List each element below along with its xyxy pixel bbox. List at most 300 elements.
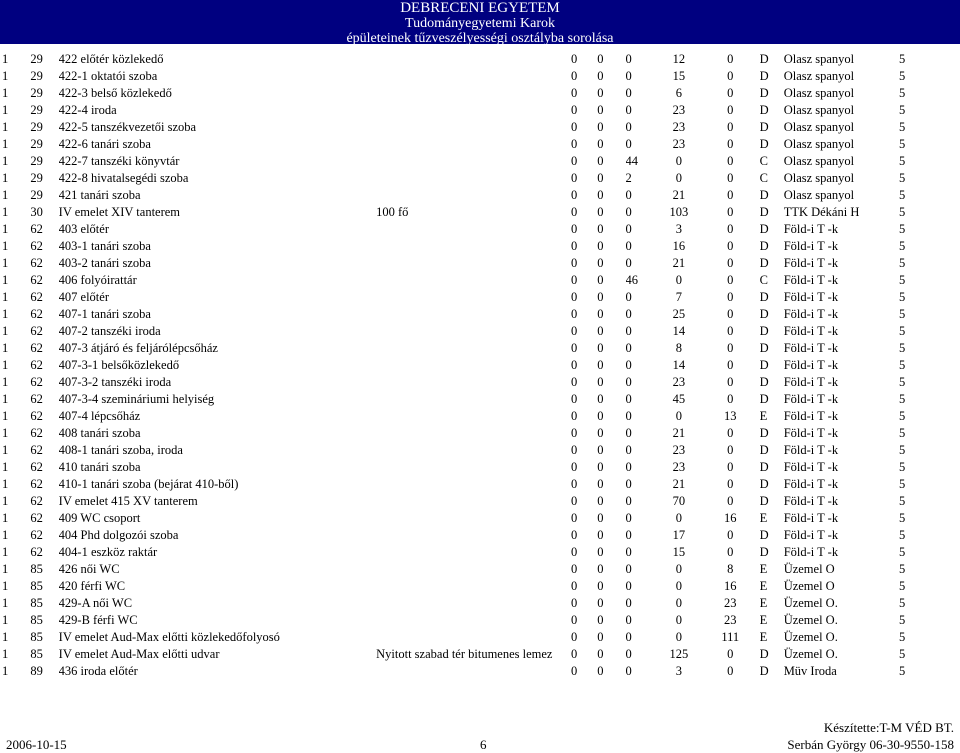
table-cell: 422-5 tanszékvezetői szoba [58, 120, 197, 134]
table-cell: 1 [2, 664, 9, 678]
table-cell: 407-3-4 szemináriumi helyiség [58, 392, 215, 406]
table-cell [376, 51, 571, 68]
table-cell [376, 68, 571, 85]
table-cell: Föld-i T -k [783, 545, 839, 559]
table-cell: 0 [571, 426, 578, 440]
table-cell: 408 tanári szoba [58, 426, 141, 440]
table-cell [376, 527, 571, 544]
table-cell: 5 [898, 545, 906, 559]
table-cell: 62 [30, 307, 43, 321]
table-cell: Föld-i T -k [783, 528, 839, 542]
table-cell: D [759, 341, 769, 355]
table-cell: D [759, 222, 769, 236]
table-cell: C [759, 154, 768, 168]
table-cell: 0 [571, 239, 578, 253]
table-cell: 1 [2, 324, 9, 338]
table-cell: 29 [30, 137, 43, 151]
table-cell: 8 [675, 341, 683, 355]
table-cell: Olasz spanyol [783, 154, 855, 168]
table-cell: 0 [675, 596, 683, 610]
table-row [0, 527, 920, 544]
table-cell: 0 [625, 222, 632, 236]
table-cell: Föld-i T -k [783, 460, 839, 474]
table-cell: 0 [625, 409, 632, 423]
table-cell [376, 323, 571, 340]
table-cell: 0 [597, 188, 604, 202]
table-cell: 0 [727, 205, 734, 219]
table-cell: 0 [625, 324, 632, 338]
table-cell: D [759, 103, 769, 117]
table-cell: 15 [672, 69, 686, 83]
table-cell: 0 [597, 222, 604, 236]
table-cell [376, 544, 571, 561]
table-cell: 0 [727, 664, 734, 678]
table-cell: 0 [571, 545, 578, 559]
table-cell: D [759, 86, 769, 100]
table-cell: 0 [597, 171, 604, 185]
document-header [0, 0, 960, 44]
table-row [0, 289, 920, 306]
table-cell: 403-2 tanári szoba [58, 256, 151, 270]
table-cell: 410-1 tanári szoba (bejárat 410-ből) [58, 477, 239, 491]
table-cell: 0 [597, 511, 604, 525]
table-cell: 7 [675, 290, 683, 304]
table-cell: 5 [898, 137, 906, 151]
table-cell: 5 [898, 375, 906, 389]
table-row [0, 204, 920, 221]
table-cell: E [759, 409, 768, 423]
table-row [0, 255, 920, 272]
table-cell: 0 [571, 579, 578, 593]
table-cell: 0 [597, 443, 604, 457]
table-cell: E [759, 596, 768, 610]
table-cell [376, 153, 571, 170]
table-cell: 1 [2, 392, 9, 406]
table-cell: 89 [30, 664, 43, 678]
table-cell: 62 [30, 528, 43, 542]
table-cell: 0 [597, 103, 604, 117]
table-cell [376, 221, 571, 238]
table-cell: Olasz spanyol [783, 120, 855, 134]
table-cell: Föld-i T -k [783, 341, 839, 355]
table-cell: 0 [727, 358, 734, 372]
table-cell [376, 357, 571, 374]
table-cell: 0 [727, 290, 734, 304]
table-cell: 5 [898, 154, 906, 168]
table-cell: 0 [571, 443, 578, 457]
table-cell: 44 [625, 154, 638, 168]
table-cell: 0 [597, 409, 604, 423]
table-cell: 403 előtér [58, 222, 109, 236]
table-cell: 0 [675, 579, 683, 593]
table-cell [376, 459, 571, 476]
table-cell: 2 [625, 171, 632, 185]
table-row [0, 323, 920, 340]
table-cell: 0 [675, 613, 683, 627]
table-cell: 5 [898, 392, 906, 406]
table-cell: TTK Dékáni H [783, 205, 860, 219]
table-cell: 0 [571, 477, 578, 491]
table-cell: 1 [2, 613, 9, 627]
table-cell: D [759, 358, 769, 372]
table-cell: 5 [898, 630, 906, 644]
table-cell [376, 255, 571, 272]
table-cell: 16 [672, 239, 686, 253]
table-cell: IV emelet XIV tanterem [58, 205, 181, 219]
table-cell: 0 [625, 137, 632, 151]
table-cell: D [759, 494, 769, 508]
table-cell: 0 [597, 477, 604, 491]
table-row [0, 476, 920, 493]
table-cell: 404 Phd dolgozói szoba [58, 528, 179, 542]
table-cell: 0 [625, 69, 632, 83]
table-row [0, 170, 920, 187]
table-cell [376, 170, 571, 187]
table-cell: 1 [2, 358, 9, 372]
table-cell: 0 [597, 613, 604, 627]
table-cell: D [759, 375, 769, 389]
table-cell: 407-3 átjáró és feljárólépcsőház [58, 341, 218, 355]
table-cell [376, 187, 571, 204]
table-cell: 23 [724, 596, 737, 610]
table-cell: 62 [30, 443, 43, 457]
table-cell: 0 [625, 120, 632, 134]
table-cell: 16 [724, 511, 737, 525]
table-cell: 0 [571, 630, 578, 644]
table-cell: 0 [571, 392, 578, 406]
table-cell: 406 folyóirattár [58, 273, 137, 287]
table-cell: 0 [597, 137, 604, 151]
table-cell: 5 [898, 307, 906, 321]
table-cell: Föld-i T -k [783, 375, 839, 389]
table-cell: 0 [727, 154, 734, 168]
table-cell: 0 [597, 239, 604, 253]
table-cell: 62 [30, 256, 43, 270]
table-cell: E [759, 511, 768, 525]
table-cell: 0 [571, 358, 578, 372]
table-cell: 1 [2, 69, 9, 83]
table-cell: 0 [727, 443, 734, 457]
table-cell: 1 [2, 120, 9, 134]
table-cell: D [759, 443, 769, 457]
table-cell: 409 WC csoport [58, 511, 141, 525]
table-cell: 5 [898, 511, 906, 525]
table-cell: 426 női WC [58, 562, 120, 576]
table-cell: 0 [625, 477, 632, 491]
table-cell: D [759, 647, 769, 661]
table-cell: 0 [571, 137, 578, 151]
table-cell: 0 [727, 52, 734, 66]
table-cell: 0 [625, 545, 632, 559]
table-row [0, 561, 920, 578]
table-cell: 5 [898, 358, 906, 372]
table-cell: Üzemel O [783, 579, 835, 593]
table-cell [376, 510, 571, 527]
table-cell: 1 [2, 630, 9, 644]
table-cell: 0 [625, 375, 632, 389]
table-cell: 0 [625, 307, 632, 321]
table-cell [376, 408, 571, 425]
table-cell: 0 [571, 324, 578, 338]
table-cell: 1 [2, 256, 9, 270]
table-cell: 0 [727, 392, 734, 406]
table-cell [376, 493, 571, 510]
table-cell: 1 [2, 511, 9, 525]
table-cell: 0 [727, 239, 734, 253]
table-cell: 125 [669, 647, 689, 661]
table-cell: 0 [625, 562, 632, 576]
table-cell: 85 [30, 596, 43, 610]
table-cell: 0 [625, 596, 632, 610]
table-cell: Müv Iroda [783, 664, 837, 678]
table-cell: 1 [2, 137, 9, 151]
table-cell: 0 [571, 86, 578, 100]
table-cell: 29 [30, 154, 43, 168]
table-cell: 0 [625, 579, 632, 593]
table-cell: 1 [2, 528, 9, 542]
table-cell: IV emelet 415 XV tanterem [58, 494, 198, 508]
table-cell: 0 [727, 307, 734, 321]
table-cell: 5 [898, 664, 906, 678]
table-cell: 62 [30, 409, 43, 423]
table-cell: 85 [30, 630, 43, 644]
table-cell: 0 [597, 307, 604, 321]
table-cell: D [759, 290, 769, 304]
table-cell: Nyitott szabad tér bitumenes lemez [376, 647, 553, 661]
table-cell: 0 [625, 511, 632, 525]
table-cell: 1 [2, 562, 9, 576]
table-cell: 407-3-1 belsőközlekedő [58, 358, 180, 372]
table-cell: Föld-i T -k [783, 290, 839, 304]
table-cell: Föld-i T -k [783, 426, 839, 440]
table-cell: 30 [30, 205, 43, 219]
table-cell: 5 [898, 171, 906, 185]
table-cell: 0 [571, 171, 578, 185]
table-cell [376, 612, 571, 629]
table-cell: 0 [727, 273, 734, 287]
table-cell: 23 [672, 443, 686, 457]
table-row [0, 408, 920, 425]
table-cell: 0 [625, 630, 632, 644]
table-cell: 0 [625, 290, 632, 304]
table-cell: 5 [898, 562, 906, 576]
table-cell: 0 [597, 426, 604, 440]
table-cell: 407-3-2 tanszéki iroda [58, 375, 172, 389]
table-cell [376, 272, 571, 289]
table-row [0, 272, 920, 289]
table-cell: 5 [898, 579, 906, 593]
table-cell: 0 [727, 545, 734, 559]
table-cell: 15 [672, 545, 686, 559]
table-body [0, 51, 920, 680]
table-cell: 0 [727, 647, 734, 661]
table-cell: 5 [898, 86, 906, 100]
table-cell: D [759, 545, 769, 559]
table-cell: 21 [672, 477, 686, 491]
table-cell: 5 [898, 647, 906, 661]
table-cell: 62 [30, 341, 43, 355]
table-cell: 0 [675, 273, 683, 287]
table-cell: 0 [571, 562, 578, 576]
table-cell: 0 [727, 103, 734, 117]
table-cell: 62 [30, 511, 43, 525]
table-cell: D [759, 460, 769, 474]
table-cell: D [759, 52, 769, 66]
table-row [0, 442, 920, 459]
table-row [0, 629, 920, 646]
table-cell [376, 102, 571, 119]
table-cell [376, 136, 571, 153]
table-cell: 62 [30, 375, 43, 389]
table-cell: 5 [898, 324, 906, 338]
table-cell: 0 [571, 120, 578, 134]
table-cell: 0 [571, 460, 578, 474]
table-cell: 0 [571, 69, 578, 83]
table-cell: 29 [30, 188, 43, 202]
table-cell: 0 [597, 86, 604, 100]
table-cell: 70 [672, 494, 686, 508]
table-cell: 0 [727, 528, 734, 542]
table-cell: 5 [898, 443, 906, 457]
table-cell: 5 [898, 52, 906, 66]
table-cell [376, 306, 571, 323]
table-cell: 62 [30, 392, 43, 406]
table-cell: 0 [625, 205, 632, 219]
table-cell: 1 [2, 290, 9, 304]
table-cell: 5 [898, 494, 906, 508]
table-cell [376, 561, 571, 578]
table-cell: 5 [898, 426, 906, 440]
table-cell: 85 [30, 613, 43, 627]
table-cell: 0 [571, 647, 578, 661]
table-cell: 420 férfi WC [58, 579, 126, 593]
table-cell: 0 [597, 596, 604, 610]
table-cell: 0 [727, 460, 734, 474]
table-cell: 5 [898, 477, 906, 491]
table-cell: 62 [30, 460, 43, 474]
table-row [0, 578, 920, 595]
table-cell: Olasz spanyol [783, 188, 855, 202]
table-cell: C [759, 171, 768, 185]
table-cell: 0 [571, 375, 578, 389]
table-cell: 0 [571, 613, 578, 627]
table-cell: 5 [898, 596, 906, 610]
table-cell: 23 [672, 103, 686, 117]
table-cell: 1 [2, 596, 9, 610]
table-cell: Föld-i T -k [783, 324, 839, 338]
table-row [0, 510, 920, 527]
table-cell: 0 [675, 154, 683, 168]
university-name: DEBRECENI EGYETEM [400, 0, 560, 16]
table-cell: 23 [672, 460, 686, 474]
table-cell: 422-8 hivatalsegédi szoba [58, 171, 189, 185]
table-cell: D [759, 137, 769, 151]
table-cell: 1 [2, 494, 9, 508]
table-cell: 408-1 tanári szoba, iroda [58, 443, 183, 457]
table-cell [376, 289, 571, 306]
table-cell: 21 [672, 188, 686, 202]
table-cell: 403-1 tanári szoba [58, 239, 151, 253]
table-row [0, 357, 920, 374]
table-cell: 5 [898, 460, 906, 474]
table-cell: 0 [571, 511, 578, 525]
table-cell: 407-4 lépcsőház [58, 409, 141, 423]
table-cell: 29 [30, 103, 43, 117]
table-cell: 1 [2, 375, 9, 389]
table-cell: 103 [669, 205, 689, 219]
table-cell: Föld-i T -k [783, 477, 839, 491]
table-cell: 0 [675, 171, 683, 185]
page-number: 6 [480, 737, 487, 752]
table-cell: 0 [625, 239, 632, 253]
table-cell [376, 629, 571, 646]
table-cell: 85 [30, 647, 43, 661]
table-cell: 0 [727, 494, 734, 508]
table-row [0, 646, 920, 663]
table-cell: E [759, 630, 768, 644]
table-cell: 0 [597, 494, 604, 508]
table-cell: 1 [2, 579, 9, 593]
table-cell: Üzemel O. [783, 613, 838, 627]
table-cell: 0 [625, 443, 632, 457]
table-cell: 0 [625, 528, 632, 542]
table-cell: 29 [30, 86, 43, 100]
table-cell: 12 [672, 52, 686, 66]
table-cell: 0 [597, 341, 604, 355]
table-row [0, 595, 920, 612]
table-cell: 14 [672, 324, 686, 338]
table-cell: 1 [2, 426, 9, 440]
table-cell: E [759, 613, 768, 627]
table-cell: 0 [571, 341, 578, 355]
table-cell: 0 [727, 375, 734, 389]
table-cell: 1 [2, 86, 9, 100]
table-cell [376, 119, 571, 136]
table-cell: 0 [597, 579, 604, 593]
table-cell: 0 [597, 392, 604, 406]
table-cell: 0 [571, 103, 578, 117]
table-cell: 62 [30, 222, 43, 236]
table-row [0, 425, 920, 442]
table-cell: Olasz spanyol [783, 103, 855, 117]
table-cell: 62 [30, 358, 43, 372]
table-cell: D [759, 239, 769, 253]
table-cell: 0 [571, 494, 578, 508]
table-row [0, 306, 920, 323]
table-row [0, 187, 920, 204]
table-cell: 0 [571, 290, 578, 304]
table-row [0, 153, 920, 170]
table-cell: 62 [30, 239, 43, 253]
table-cell: 1 [2, 188, 9, 202]
table-cell: 5 [898, 409, 906, 423]
table-cell: 410 tanári szoba [58, 460, 141, 474]
table-cell: 23 [672, 375, 686, 389]
table-row [0, 51, 920, 68]
table-cell: 0 [625, 494, 632, 508]
table-cell: Föld-i T -k [783, 511, 839, 525]
table-cell: 436 iroda előtér [58, 664, 138, 678]
table-cell: 0 [597, 69, 604, 83]
table-cell: D [759, 205, 769, 219]
table-cell: 1 [2, 222, 9, 236]
table-cell: Üzemel O [783, 562, 835, 576]
table-cell: 0 [675, 511, 683, 525]
table-cell: 23 [672, 137, 686, 151]
table-cell: 0 [597, 375, 604, 389]
table-cell: 0 [597, 664, 604, 678]
table-cell [376, 391, 571, 408]
